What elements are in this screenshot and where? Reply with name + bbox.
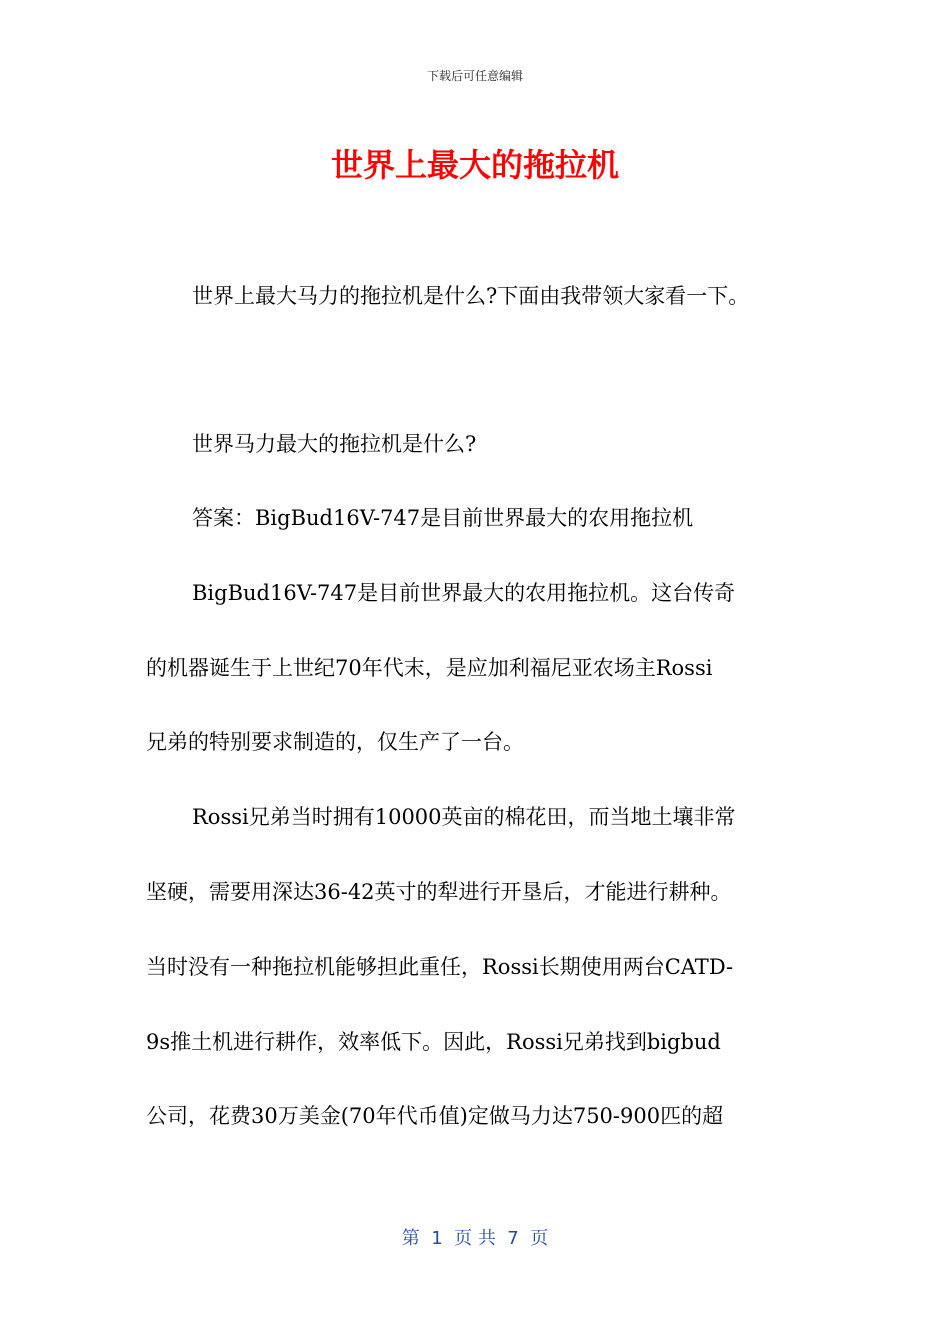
paragraph-line: 答案：BigBud16V-747是目前世界最大的农用拖拉机	[192, 506, 694, 530]
header-note: 下载后可任意编辑	[426, 69, 523, 83]
page-footer: 第 1 页 共 7 页	[401, 1228, 549, 1249]
paragraph-line: 坚硬，需要用深达36-42英寸的犁进行开垦后，才能进行耕种。	[146, 880, 732, 904]
paragraph-line: 当时没有一种拖拉机能够担此重任，Rossi长期使用两台CATD-	[146, 955, 734, 979]
document-title: 世界上最大的拖拉机	[330, 146, 619, 184]
paragraph-line: 公司，花费30万美金(70年代币值)定做马力达750-900匹的超	[146, 1104, 724, 1128]
paragraph-line: 9s推土机进行耕作，效率低下。因此，Rossi兄弟找到bigbud	[146, 1030, 721, 1054]
paragraph-line: 的机器诞生于上世纪70年代末，是应加利福尼亚农场主Rossi	[146, 656, 713, 680]
paragraph-line: 世界上最大马力的拖拉机是什么?下面由我带领大家看一下。	[192, 284, 750, 308]
paragraph-line: 世界马力最大的拖拉机是什么?	[192, 432, 477, 456]
paragraph-line: BigBud16V-747是目前世界最大的农用拖拉机。这台传奇	[192, 581, 736, 605]
paragraph-line: Rossi兄弟当时拥有10000英亩的棉花田，而当地土壤非常	[192, 805, 736, 829]
paragraph-line: 兄弟的特别要求制造的，仅生产了一台。	[146, 730, 524, 754]
